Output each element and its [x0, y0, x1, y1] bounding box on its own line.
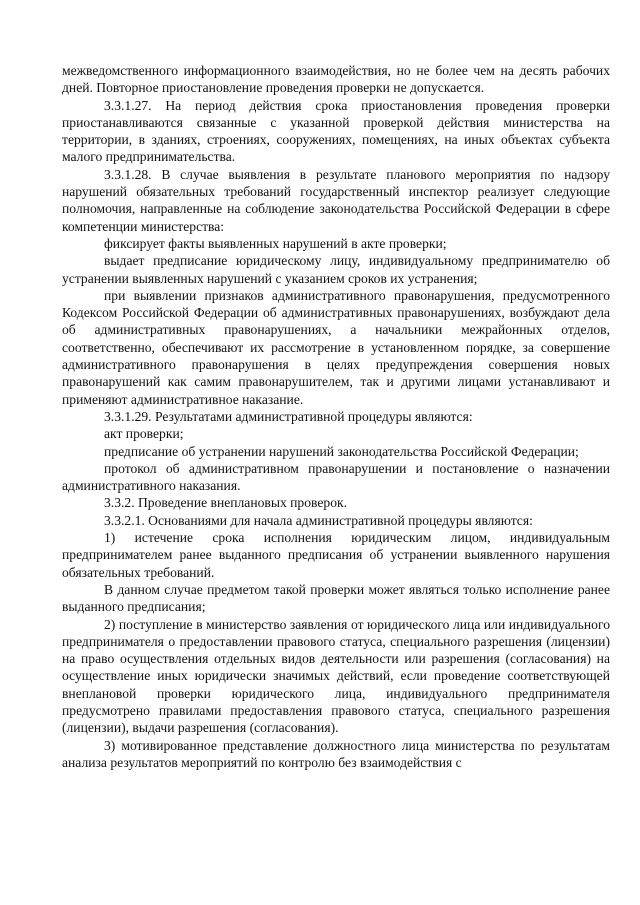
paragraph-basis-1-note: В данном случае предметом такой проверки может являться только исполнение ранее выданного предписания; [62, 581, 610, 615]
paragraph-item-protocol: протокол об административном правонарушении и постановление о назначении административного наказания. [62, 460, 610, 494]
paragraph-basis-1: 1) истечение срока исполнения юридическим лицом, индивидуальным предпринимателем ранее выданного предписания об устранении выявленного нарушения обязательных требований. [62, 530, 610, 580]
paragraph-item-administrative-offense: при выявлении признаков административного правонарушения, предусмотренного Кодексом Российской Федерации об административных правонарушениях, возбуждают дела об административных правонарушениях, а начальники межрайонных отделов, соответственно, обеспечивают их рассмотрение в установленном порядке, за совершение административного правонарушения в целях предупреждения совершения новых правонарушений как самим правонарушителем, так и другими лицами устанавливают и применяют административное наказание. [62, 287, 610, 407]
paragraph-item-issue-order: выдает предписание юридическому лицу, индивидуальному предпринимателю об устранении выявленных нарушений с указанием сроков их устранения; [62, 253, 610, 286]
paragraph-3-3-1-27: 3.3.1.27. На период действия срока приостановления проведения проверки приостанавливаются связанные с указанной проверкой действия министерства на территории, в зданиях, строениях, сооружениях, помещениях, на иных объектах субъекта малого предпринимательства. [62, 97, 610, 165]
paragraph-3-3-1-29: 3.3.1.29. Результатами административной процедуры являются: [104, 408, 473, 424]
paragraph-basis-3: 3) мотивированное представление должностного лица министерства по результатам анализа результатов мероприятий по контролю без взаимодействия с [62, 737, 610, 770]
paragraph-3-3-2: 3.3.2. Проведение внеплановых проверок. [104, 495, 347, 511]
paragraph-item-order: предписание об устранении нарушений законодательства Российской Федерации; [104, 443, 579, 459]
paragraph-basis-2: 2) поступление в министерство заявления от юридического лица или индивидуального предпринимателя о предоставлении правового статуса, специального разрешения (лицензии) на право осуществления отдельных видов деятельности или разрешения (согласования) на осуществление иных юридически значимых действий, если проведение соответствующей внеплановой проверки юридического лица, индивидуального предпринимателя предусмотрено правилами предоставления правового статуса, специального разрешения (лицензии), выдачи разрешения (согласования). [62, 616, 610, 736]
paragraph-item-inspection-act: акт проверки; [104, 426, 184, 442]
paragraph-3-3-2-1: 3.3.2.1. Основаниями для начала административной процедуры являются: [104, 512, 533, 528]
paragraph-3-3-1-28: 3.3.1.28. В случае выявления в результате планового мероприятия по надзору нарушений обязательных требований государственный инспектор реализует следующие полномочия, направленные на соблюдение законодательства Российской Федерации в сфере компетенции министерства: [62, 166, 610, 234]
paragraph-continuation: межведомственного информационного взаимодействия, но не более чем на десять рабочих дней. Повторное приостановление проведения проверки не допускается. [62, 63, 610, 96]
paragraph-item-fix-violations: фиксирует факты выявленных нарушений в акте проверки; [104, 235, 447, 251]
